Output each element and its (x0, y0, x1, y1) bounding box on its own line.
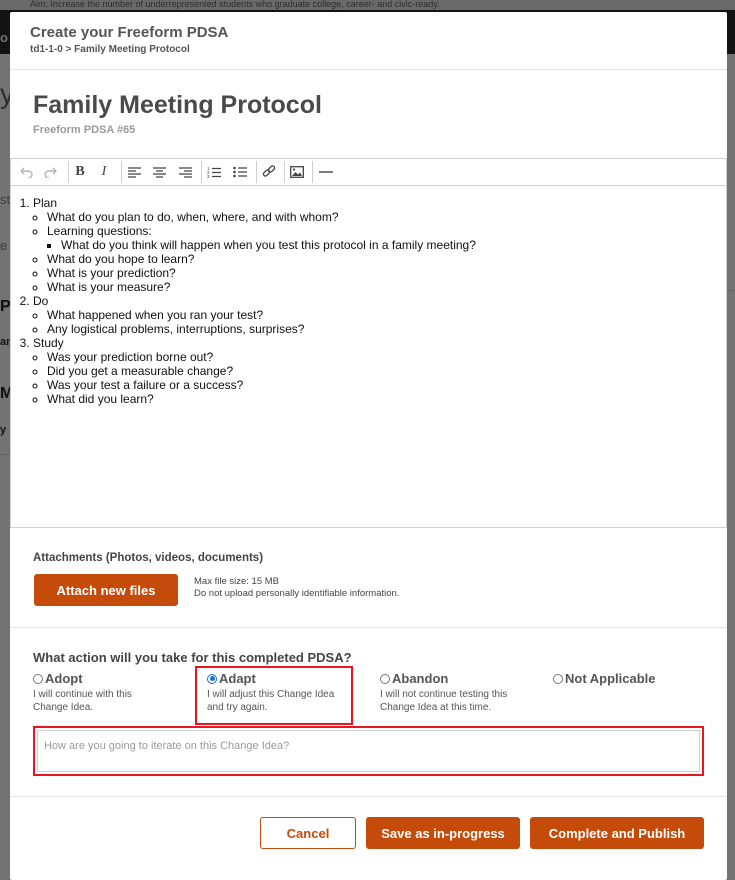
attachments-note (194, 576, 399, 600)
toolbar-separator (201, 161, 202, 183)
option-label: Not Applicable (565, 671, 656, 686)
bullet-list-icon[interactable] (229, 163, 251, 181)
list-item: ◦ What do you plan to do, when, where, and with whom? (47, 210, 726, 224)
list-item: ◦ What is your prediction? (47, 266, 726, 280)
option-label: Adapt (219, 671, 256, 686)
list-item: ◦ Was your test a failure or a success? (47, 378, 726, 392)
italic-icon[interactable]: I (101, 164, 107, 179)
list-item-text: Learning questions: (47, 224, 152, 238)
svg-text:1: 1 (207, 166, 210, 171)
complete-publish-button[interactable]: Complete and Publish (530, 817, 704, 849)
option-description: I will continue with this Change Idea. (33, 689, 132, 713)
list-item: ◦ Was your prediction borne out? (47, 350, 726, 364)
toolbar-separator (284, 161, 285, 183)
modal-title: Create your Freeform PDSA (30, 24, 229, 41)
align-center-icon[interactable] (148, 163, 170, 181)
redo-icon[interactable] (39, 163, 61, 181)
toolbar-separator (121, 161, 122, 183)
page-title: Family Meeting Protocol (33, 91, 322, 119)
align-right-icon[interactable] (174, 163, 196, 181)
option-description: I will not continue testing this Change Idea at this time. (380, 689, 508, 713)
iterate-input[interactable] (37, 730, 700, 772)
highlight-box (195, 666, 353, 725)
pii-warning-text: Do not upload personally identifiable information. (194, 588, 400, 599)
list-item: ◦ What do you hope to learn? (47, 252, 726, 266)
save-in-progress-button[interactable]: Save as in-progress (366, 817, 520, 849)
list-item: ◦ Did you get a measurable change? (47, 364, 726, 378)
section-study (33, 336, 726, 406)
option-abandon[interactable] (380, 671, 530, 714)
bold-icon[interactable]: B (75, 164, 85, 179)
section-heading: Study (33, 336, 64, 350)
footer-divider (10, 796, 727, 797)
abandon-radio[interactable] (380, 674, 390, 684)
iterate-highlight-box (33, 726, 704, 776)
editor-toolbar (11, 159, 726, 186)
section-divider (10, 627, 727, 628)
editor-content[interactable] (11, 196, 726, 406)
list-item (47, 224, 726, 252)
adopt-radio[interactable] (33, 674, 43, 684)
section-heading: Do (33, 294, 49, 308)
option-adopt[interactable] (33, 671, 183, 714)
section-do (33, 294, 726, 336)
list-item: ◦ Any logistical problems, interruptions, surprises? (47, 322, 726, 336)
toolbar-separator (312, 161, 313, 183)
horizontal-rule-icon[interactable] (315, 163, 337, 181)
ordered-list-icon[interactable] (203, 163, 225, 181)
page-subtitle: Freeform PDSA #65 (33, 124, 136, 136)
breadcrumb: td1-1-0 > Family Meeting Protocol (30, 44, 190, 55)
cancel-button[interactable]: Cancel (260, 817, 356, 849)
attachments-label: Attachments (Photos, videos, documents) (33, 552, 264, 564)
max-file-size-text: Max file size: 15 MB (194, 576, 279, 587)
list-item: ◦ What did you learn? (47, 392, 726, 406)
create-pdsa-modal (10, 12, 727, 880)
modal-header (10, 12, 727, 70)
option-not-applicable[interactable] (553, 671, 703, 686)
attach-files-button[interactable]: Attach new files (34, 574, 178, 606)
toolbar-separator (256, 161, 257, 183)
list-item: ◦ What is your measure? (47, 280, 726, 294)
undo-icon[interactable] (15, 163, 37, 181)
option-label: Adopt (45, 671, 83, 686)
svg-text:3: 3 (207, 174, 210, 178)
section-plan (33, 196, 726, 294)
image-icon[interactable] (286, 163, 308, 181)
not-applicable-radio[interactable] (553, 674, 563, 684)
section-heading: Plan (33, 196, 58, 210)
svg-text:2: 2 (207, 170, 210, 175)
align-left-icon[interactable] (123, 163, 145, 181)
list-item: ◦ What happened when you ran your test? (47, 308, 726, 322)
option-label: Abandon (392, 671, 449, 686)
action-question: What action will you take for this completed PDSA? (33, 650, 352, 665)
pdsa-outline (11, 196, 726, 406)
option-description: I will adjust this Change Idea and try again. (207, 689, 335, 713)
sub-list-item: ▪ What do you think will happen when you test this protocol in a family meeting? (61, 238, 726, 252)
rich-text-editor[interactable] (10, 158, 727, 528)
link-icon[interactable] (258, 163, 280, 181)
